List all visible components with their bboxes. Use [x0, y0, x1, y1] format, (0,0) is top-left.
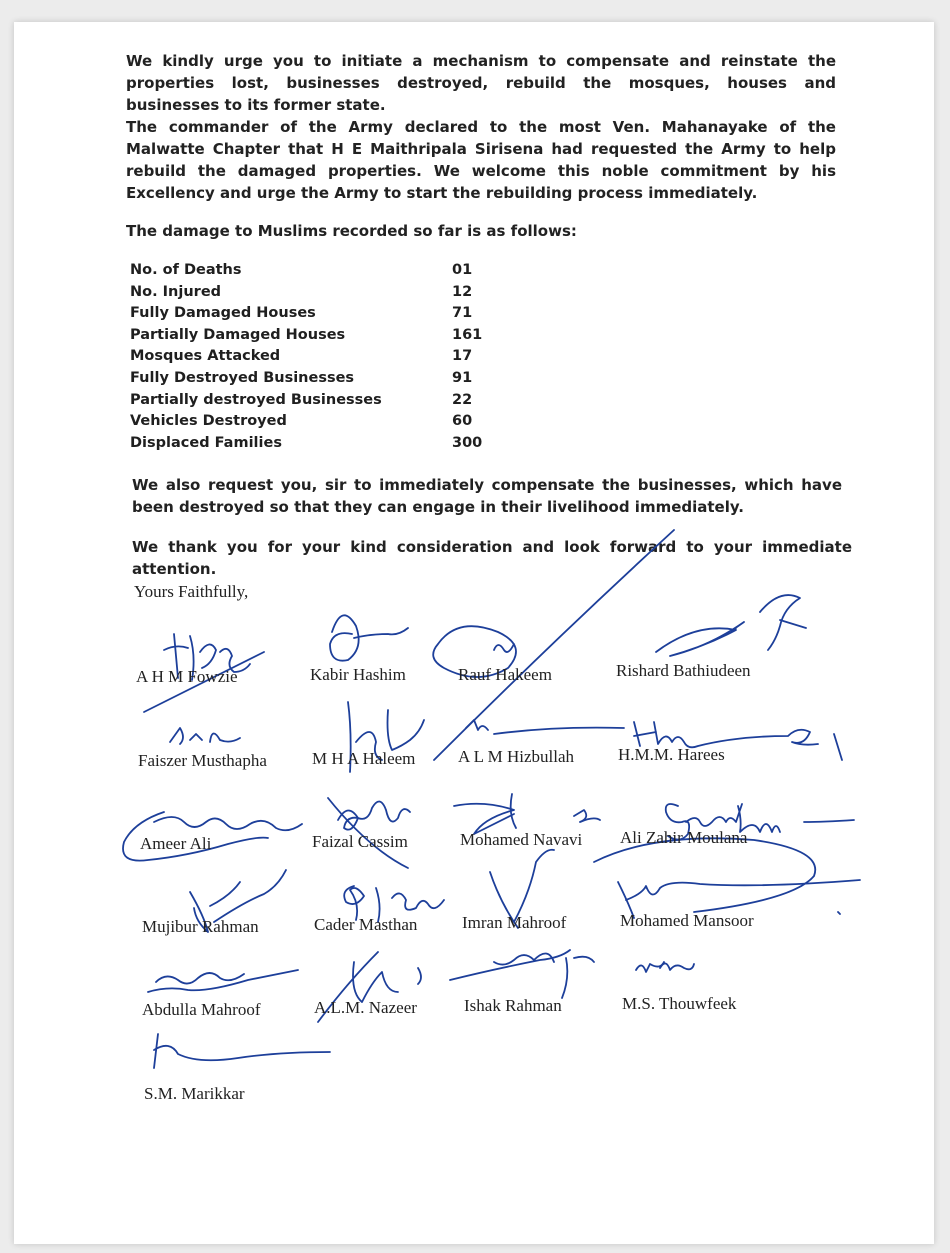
signatory-name: Rishard Bathiudeen: [616, 661, 751, 680]
stat-row: [130, 413, 490, 435]
stat-row: [130, 370, 490, 392]
stat-row: [130, 348, 490, 370]
signature-scribble: [594, 838, 815, 912]
signatory-name: A L M Hizbullah: [458, 747, 574, 766]
signature-scribble: [466, 720, 624, 734]
signatory-name: H.M.M. Harees: [618, 745, 725, 764]
stat-row: [130, 305, 490, 327]
signatory-name: Mohamed Mansoor: [620, 911, 754, 930]
paragraph-business-compensation: We also request you, sir to immediately compensate the businesses, which have been destroyed so that they can engage in their livelihood immediately.: [132, 476, 842, 516]
stat-row: [130, 284, 490, 306]
signatory-name: Mohamed Navavi: [460, 830, 583, 849]
stat-label: Vehicles Destroyed: [130, 413, 287, 430]
damage-intro: The damage to Muslims recorded so far is as follows:: [126, 222, 577, 240]
signatory-name: Cader Masthan: [314, 915, 418, 934]
signature-scribble: [154, 1034, 330, 1068]
stat-row: [130, 327, 490, 349]
stat-value: 22: [452, 391, 473, 408]
closing-salutation: Yours Faithfully,: [134, 582, 249, 601]
letter-page: [14, 22, 934, 1244]
paragraph-compensation: We kindly urge you to initiate a mechanism to compensate and reinstate the properties lost, businesses destroyed, rebuild the mosques, houses and businesses to its former state.: [126, 52, 836, 114]
stat-value: 91: [452, 369, 473, 386]
signatory-name: M H A Haleem: [312, 749, 416, 768]
signatory-name: Mujibur Rahman: [142, 917, 259, 936]
signatory-name: Ameer Ali: [140, 834, 212, 853]
signatory-name: Imran Mahroof: [462, 913, 567, 932]
signature-scribble: [170, 728, 240, 744]
signature-scribble: [148, 970, 298, 992]
signatory-name: M.S. Thouwfeek: [622, 994, 737, 1013]
signatory-name: Abdulla Mahroof: [142, 1000, 261, 1019]
signatory-name: Ishak Rahman: [464, 996, 562, 1015]
stat-label: Partially destroyed Businesses: [130, 391, 382, 408]
signatory-name: A H M Fowzie: [136, 667, 238, 686]
signatory-name: Ali Zahir Moulana: [620, 828, 748, 847]
stat-row: [130, 262, 490, 284]
stat-label: Fully Destroyed Businesses: [130, 369, 355, 386]
paragraph-thanks: We thank you for your kind consideration and look forward to your immediate attention.: [132, 538, 852, 578]
signature-scribble: [450, 950, 594, 998]
signature-scribble: [330, 615, 408, 660]
signature-scribble: [656, 595, 806, 656]
signatory-name: A.L.M. Nazeer: [314, 998, 417, 1017]
stat-value: 300: [452, 434, 483, 451]
stat-label: Displaced Families: [130, 434, 282, 451]
stat-row: [130, 392, 490, 414]
stat-value: 01: [452, 262, 473, 278]
signatures-ink: [14, 22, 934, 1244]
signature-scribble: [454, 794, 600, 834]
stat-value: 60: [452, 413, 473, 430]
stat-label: Partially Damaged Houses: [130, 326, 346, 343]
signatory-name: Faiszer Musthapha: [138, 751, 267, 770]
paragraph-army-commitment: The commander of the Army declared to the most Ven. Mahanayake of the Malwatte Chapter that H E Maithripala Sirisena had requested the Army to help rebuild the damaged properties. We welcome this noble commitment by his Excellency and urge the Army to start the rebuilding process immediately.: [126, 118, 836, 202]
stat-value: 17: [452, 348, 473, 365]
signature-scribble: [636, 962, 694, 972]
stat-label: Fully Damaged Houses: [130, 305, 316, 322]
stat-value: 161: [452, 326, 483, 343]
stat-label: No. of Deaths: [130, 262, 242, 278]
damage-stats-table: [130, 262, 490, 456]
signatory-name: Faizal Cassim: [312, 832, 408, 851]
signatory-name: S.M. Marikkar: [144, 1084, 245, 1103]
stat-label: Mosques Attacked: [130, 348, 281, 365]
stat-value: 12: [452, 283, 473, 300]
signatory-name: Rauf Hakeem: [458, 665, 552, 684]
stat-label: No. Injured: [130, 283, 222, 300]
stat-row: [130, 435, 490, 457]
stat-value: 71: [452, 305, 473, 322]
signatory-name: Kabir Hashim: [310, 665, 406, 684]
